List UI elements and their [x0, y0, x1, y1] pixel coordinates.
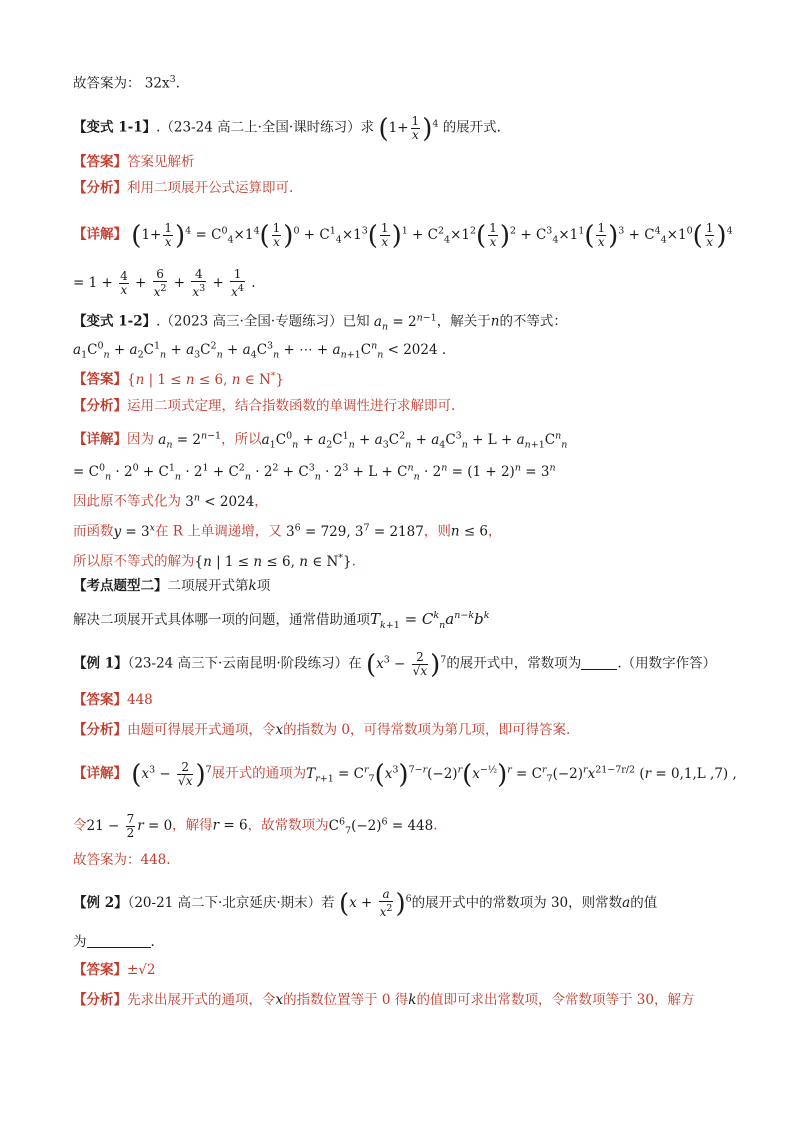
answer-line: 故答案为： $32x^3$.	[73, 74, 180, 92]
detail-line: 所以原不等式的解为{n | 1 ≤ n ≤ 6, n ∈ N*}.	[73, 552, 356, 570]
answer-line: 【答案】{n | 1 ≤ n ≤ 6, n ∈ N*}	[73, 370, 285, 388]
expression: (1+ $\frac{1}{x}$ )$^4$	[378, 113, 439, 144]
answer-line: 【答案】±√2	[73, 962, 156, 978]
section-heading: 【考点题型二】二项展开式第k项	[73, 578, 271, 594]
answer-blank[interactable]	[581, 655, 617, 670]
analysis-line: 【分析】运用二项式定理，结合指数函数的单调性进行求解即可.	[73, 398, 456, 414]
detail-line: 【详解】 ($x^3$ − $\frac{2}{√x}$ )$^7$展开式的通项为$T_{r+1} = C^r_7(x^3)^{7-r}(-2)^r(x^{-\frac{1}{2}})^r = C^r_7(-2)^rx^{21-7r/2}$ (r = 0,1,L ,7) ,	[73, 759, 737, 790]
analysis-line: 【分析】先求出展开式的通项，令x的指数位置等于 0 得k的值即可求出常数项，令常数项等于 30，解方	[73, 992, 695, 1008]
expansion-formula: (1+ $\frac{1}{x}$ )$^4 = C^0_4\times 1^4$( $\frac{1}{x}$ )$^0 + C^1_4\times 1^3$( $\frac{1}{x}$ )$^1 + C^2_4\times 1^2$( $\frac{1}{x}$ )$^2 + C^3_4\times 1^1$( $\frac{1}{x}$ )$^3 + C^4_4\times 1^0$( $\frac{1}{x}$ )$^4$	[131, 220, 733, 251]
variant-1-2-line: 【变式 1-2】.（2023 高三·全国·专题练习）已知 $a_n = 2^{n-1}$，解关于n的不等式：	[73, 312, 567, 333]
detail-line: 【详解】因为 $a_n = 2^{n-1}$，所以$a_1C^0_n + a_2C^1_n + a_3C^2_n + a_4C^3_n + L + a_{n+1}C^n_n$	[73, 430, 568, 451]
example-1-line: 【例 1】（23-24 高三下·云南昆明·阶段练习）在 ($x^3$ − $\frac{2}{√x}$ )$^7$的展开式中，常数项为 .（用数字作答）	[73, 649, 717, 680]
analysis-line: 【分析】由题可得展开式通项，令x的指数为 0，可得常数项为第几项，即可得答案.	[73, 722, 571, 738]
detail-line: 因此原不等式化为 $3^n < 2024$，	[73, 492, 268, 510]
answer-blank[interactable]	[87, 933, 151, 948]
inequality-line: $a_1C^0_n + a_2C^1_n + a_3C^2_n + a_4C^3_n$ + ⋯ + $a_{n+1}C^n_n < 2024$ .	[73, 340, 447, 361]
example-2-blank-line: 为 .	[73, 934, 155, 950]
answer-line: 【答案】448	[73, 692, 153, 708]
analysis-line: 【分析】利用二项展开公式运算即可.	[73, 180, 294, 196]
section-intro: 解决二项展开式具体哪一项的问题，通常借助通项$T_{k+1} = C^k_na^{n-k}b^k$	[73, 610, 490, 631]
detail-line: 【详解】 (1+ $\frac{1}{x}$ )$^4 = C^0_4\times 1^4$( $\frac{1}{x}$ )$^0 + C^1_4\times 1^3$( $\frac{1}{x}$ )$^1 + C^2_4\times 1^2$( $\frac{1}{x}$ )$^2 + C^3_4\times 1^1$( $\frac{1}{x}$ )$^3 + C^4_4\times 1^0$( $\frac{1}{x}$ )$^4$	[73, 220, 733, 251]
detail-line: 令21 − $\frac{7}{2}$ r = 0，解得r = 6，故常数项为$C^6_7(-2)^6 = 448$.	[73, 811, 438, 840]
answer-line: 故答案为：448.	[73, 852, 171, 868]
example-2-line: 【例 2】（20-21 高二下·北京延庆·期末）若 (x + $\frac{a}{x^2}$ )$^6$的展开式中的常数项为 30，则常数a的值	[73, 887, 658, 919]
answer-line: 【答案】答案见解析	[73, 154, 195, 170]
variant-1-1-line: 【变式 1-1】.（23-24 高二上·全国·课时练习）求 (1+ $\frac{1}{x}$ )$^4$ 的展开式.	[73, 113, 501, 144]
detail-result: = 1 + $\frac{4}{x}$ + $\frac{6}{x^2}$ + $\frac{4}{x^3}$ + $\frac{1}{x^4}$ .	[73, 267, 256, 299]
detail-line: 而函数$y = 3^x$在 R 上单调递增，又 $3^6 = 729$, $3^7 = 2187$，则n ≤ 6，	[73, 522, 502, 540]
detail-derivation: = $C^0_n \cdot 2^0 + C^1_n \cdot 2^1 + C^2_n \cdot 2^2 + C^3_n \cdot 2^3 + L + C^n_n \cdot 2^n = (1 + 2)^n = 3^n$	[73, 462, 556, 483]
